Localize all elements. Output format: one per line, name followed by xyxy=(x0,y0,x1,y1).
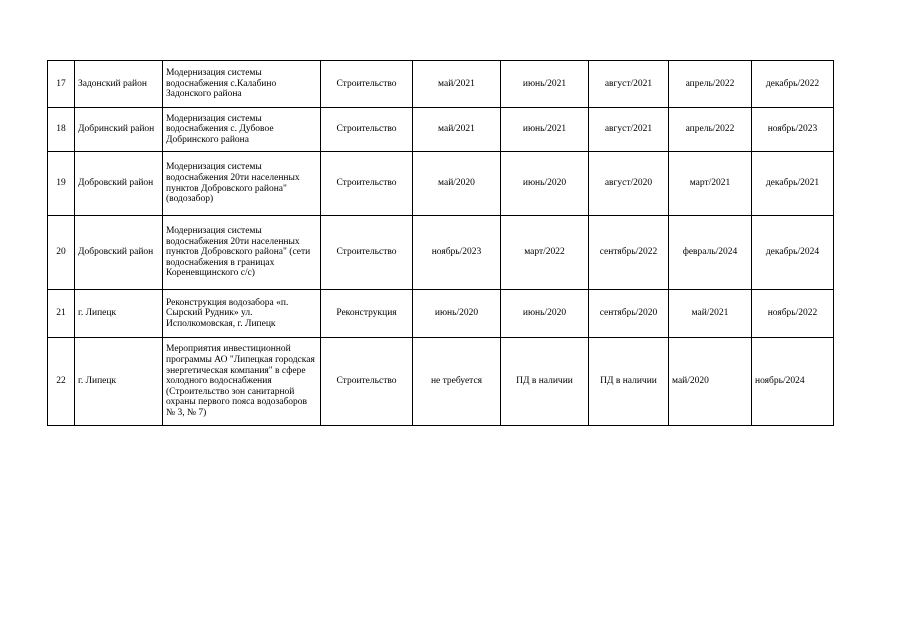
row-number: 22 xyxy=(48,338,75,426)
district-cell: Добровский район xyxy=(75,152,163,216)
date-cell: ПД в наличии xyxy=(589,338,669,426)
work-type-cell: Строительство xyxy=(321,338,413,426)
date-cell: не требуется xyxy=(413,338,501,426)
work-type-cell: Строительство xyxy=(321,216,413,290)
table-row xyxy=(48,152,834,216)
district-cell: Задонский район xyxy=(75,61,163,108)
project-cell: Реконструкция водозабора «п. Сырский Рудник» ул. Исполкомовская, г. Липецк xyxy=(163,290,321,338)
date-cell: сентябрь/2022 xyxy=(589,216,669,290)
table-row xyxy=(48,61,834,108)
date-cell: апрель/2022 xyxy=(669,61,752,108)
date-cell: декабрь/2021 xyxy=(752,152,834,216)
project-cell: Модернизация системы водоснабжения с. Дубовое Добринского района xyxy=(163,108,321,152)
date-cell: декабрь/2022 xyxy=(752,61,834,108)
row-number: 17 xyxy=(48,61,75,108)
row-number: 18 xyxy=(48,108,75,152)
date-cell: июнь/2021 xyxy=(501,108,589,152)
date-cell: август/2020 xyxy=(589,152,669,216)
date-cell: март/2022 xyxy=(501,216,589,290)
project-cell: Мероприятия инвестиционной программы АО "Липецкая городская энергетическая компания" в сфере холодного водоснабжения (Строительство зон санитарной охраны первого пояса водозаборов № 3, № 7) xyxy=(163,338,321,426)
date-cell: ноябрь/2023 xyxy=(413,216,501,290)
table-row xyxy=(48,290,834,338)
project-cell: Модернизация системы водоснабжения с.Калабино Задонского района xyxy=(163,61,321,108)
date-cell: ноябрь/2024 xyxy=(752,338,834,426)
row-number: 19 xyxy=(48,152,75,216)
table-row xyxy=(48,338,834,426)
table-row xyxy=(48,216,834,290)
date-cell: август/2021 xyxy=(589,108,669,152)
date-cell: май/2021 xyxy=(413,108,501,152)
row-number: 20 xyxy=(48,216,75,290)
date-cell: ноябрь/2022 xyxy=(752,290,834,338)
work-type-cell: Строительство xyxy=(321,108,413,152)
date-cell: май/2021 xyxy=(669,290,752,338)
date-cell: апрель/2022 xyxy=(669,108,752,152)
date-cell: май/2020 xyxy=(669,338,752,426)
work-type-cell: Строительство xyxy=(321,152,413,216)
date-cell: ноябрь/2023 xyxy=(752,108,834,152)
work-type-cell: Строительство xyxy=(321,61,413,108)
row-number: 21 xyxy=(48,290,75,338)
date-cell: март/2021 xyxy=(669,152,752,216)
date-cell: июнь/2020 xyxy=(413,290,501,338)
district-cell: г. Липецк xyxy=(75,338,163,426)
district-cell: г. Липецк xyxy=(75,290,163,338)
date-cell: май/2021 xyxy=(413,61,501,108)
date-cell: август/2021 xyxy=(589,61,669,108)
date-cell: февраль/2024 xyxy=(669,216,752,290)
date-cell: июнь/2020 xyxy=(501,290,589,338)
date-cell: май/2020 xyxy=(413,152,501,216)
district-cell: Добровский район xyxy=(75,216,163,290)
project-cell: Модернизация системы водоснабжения 20ти населенных пунктов Добровского района" (водозабор) xyxy=(163,152,321,216)
date-cell: ПД в наличии xyxy=(501,338,589,426)
work-type-cell: Реконструкция xyxy=(321,290,413,338)
project-cell: Модернизация системы водоснабжения 20ти населенных пунктов Добровского района" (сети водоснабжения в границах Кореневщинского с/с) xyxy=(163,216,321,290)
district-cell: Добринский район xyxy=(75,108,163,152)
date-cell: декабрь/2024 xyxy=(752,216,834,290)
date-cell: сентябрь/2020 xyxy=(589,290,669,338)
table-row xyxy=(48,108,834,152)
schedule-table xyxy=(47,60,834,426)
date-cell: июнь/2021 xyxy=(501,61,589,108)
date-cell: июнь/2020 xyxy=(501,152,589,216)
